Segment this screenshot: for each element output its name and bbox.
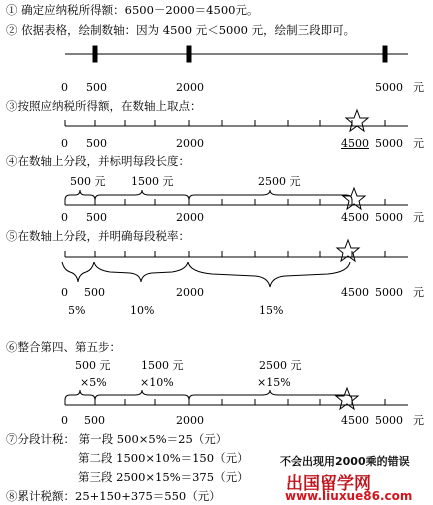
step-7: ⑦分段计税： 第一段 500×5%＝25（元） <box>6 432 228 446</box>
brace-seg3 <box>189 190 352 200</box>
rate-1: 5% <box>68 304 86 317</box>
axis4-label-5000: 5000 <box>375 286 403 299</box>
axis5-label-2000: 2000 <box>176 414 204 427</box>
axis5-label-500: 500 <box>84 414 105 427</box>
brace5-seg3 <box>189 390 352 400</box>
step-1: ① 确定应纳税所得额：6500－2000＝4500元。 <box>6 3 259 17</box>
combo-rate-1: ×5% <box>80 376 107 389</box>
star-marker-4 <box>337 240 359 261</box>
axis3-label-5000: 5000 <box>375 211 403 224</box>
brace-seg2 <box>95 190 189 200</box>
step-8: ⑧累计税额：25+150+375＝550（元） <box>6 489 221 503</box>
star-marker-3 <box>343 188 365 209</box>
axis4-label-0: 0 <box>61 286 68 299</box>
seg-length-2: 1500 元 <box>131 175 174 188</box>
seg-length-3: 2500 元 <box>258 175 301 188</box>
axis1-label-500: 500 <box>86 81 107 94</box>
axis1-label-5000: 5000 <box>375 81 403 94</box>
seg-length-1: 500 元 <box>70 175 106 188</box>
axis5-label-5000: 5000 <box>375 414 403 427</box>
combo-length-2: 1500 元 <box>141 359 184 372</box>
axis3-unit: 元 <box>413 211 424 224</box>
axis1-label-2000: 2000 <box>176 81 204 94</box>
combo-rate-3: ×15% <box>257 376 291 389</box>
axis4-label-2000: 2000 <box>176 286 204 299</box>
step-5: ⑤在数轴上分段，并明确每段税率： <box>6 229 190 243</box>
axis4-label-4500: 4500 <box>341 286 369 299</box>
axis2-unit: 元 <box>413 137 424 150</box>
axis-1-tick-5000 <box>383 46 387 62</box>
axis5-unit: 元 <box>413 414 424 427</box>
step-6: ⑥整合第四、第五步： <box>6 340 121 354</box>
axis-1-tick-500 <box>93 46 97 62</box>
combo-rate-2: ×10% <box>140 376 174 389</box>
star-marker-2 <box>346 110 368 131</box>
combo-length-1: 500 元 <box>75 359 111 372</box>
axis5-label-0: 0 <box>61 414 68 427</box>
axis2-label-0: 0 <box>61 137 68 150</box>
step-7-line-2: 第二段 1500×10%＝150（元） <box>78 451 249 465</box>
axis3-label-2000: 2000 <box>176 211 204 224</box>
brace-rate1 <box>62 262 94 282</box>
axis1-label-0: 0 <box>61 81 68 94</box>
brace-rate3 <box>188 262 350 287</box>
star-marker-5 <box>336 388 358 409</box>
watermark-logo: 出国留学网 <box>286 474 371 494</box>
axis3-label-4500: 4500 <box>341 211 369 224</box>
axis2-label-5000: 5000 <box>375 137 403 150</box>
axis2-label-4500: 4500 <box>341 137 369 150</box>
step-2: ② 依据表格，绘制数轴：因为 4500 元＜5000 元，绘制三段即可。 <box>6 23 356 37</box>
axis5-label-4500: 4500 <box>341 414 369 427</box>
brace-seg1 <box>65 190 95 200</box>
brace5-seg2 <box>95 390 189 400</box>
axis-1-tick-2000 <box>187 46 191 62</box>
step-4: ④在数轴上分段，并标明每段长度： <box>6 154 190 168</box>
watermark-note: 不会出现用2000乘的错误 <box>280 455 410 468</box>
axis3-label-500: 500 <box>86 211 107 224</box>
rate-3: 15% <box>259 304 284 317</box>
step-7-line-3: 第三段 2500×15%＝375（元） <box>78 470 249 484</box>
rate-2: 10% <box>130 304 155 317</box>
brace-rate2 <box>94 262 188 282</box>
axis2-label-2000: 2000 <box>176 137 204 150</box>
axis4-label-500: 500 <box>84 286 105 299</box>
axis1-unit: 元 <box>413 81 424 94</box>
axis3-label-0: 0 <box>61 211 68 224</box>
combo-length-3: 2500 元 <box>259 359 302 372</box>
step-3: ③按照应纳税所得额，在数轴上取点： <box>6 99 202 113</box>
axis2-label-500: 500 <box>86 137 107 150</box>
axis4-unit: 元 <box>413 286 424 299</box>
brace5-seg1 <box>65 390 95 400</box>
watermark-url: www.liuxue86.com <box>285 489 413 503</box>
